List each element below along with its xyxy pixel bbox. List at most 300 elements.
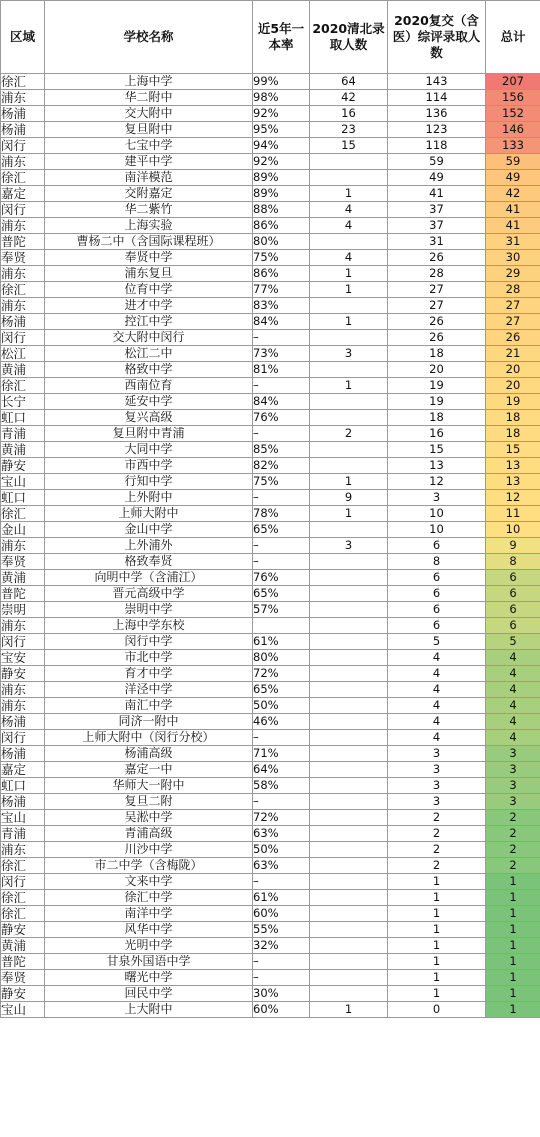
cell-qingbei [310,922,388,938]
cell-rate: 63% [253,826,310,842]
cell-rate: 85% [253,442,310,458]
cell-district: 宝山 [1,810,45,826]
cell-rate: – [253,874,310,890]
cell-total: 18 [486,426,540,442]
cell-district: 浦东 [1,538,45,554]
cell-district: 浦东 [1,842,45,858]
cell-total: 19 [486,394,540,410]
cell-total: 6 [486,586,540,602]
table-body [1,74,540,1018]
table-row [1,1002,540,1018]
table-row [1,522,540,538]
cell-rate: 73% [253,346,310,362]
cell-rate: 82% [253,458,310,474]
cell-fudan: 4 [388,730,486,746]
cell-school: 南洋中学 [45,906,253,922]
cell-rate: 81% [253,362,310,378]
cell-fudan: 19 [388,394,486,410]
cell-school: 华二紫竹 [45,202,253,218]
cell-rate: 72% [253,666,310,682]
cell-rate: 61% [253,890,310,906]
cell-school: 金山中学 [45,522,253,538]
cell-district: 浦东 [1,298,45,314]
cell-total: 1 [486,954,540,970]
cell-qingbei [310,666,388,682]
cell-rate: – [253,954,310,970]
cell-qingbei: 3 [310,346,388,362]
cell-total: 1 [486,986,540,1002]
cell-qingbei [310,234,388,250]
cell-total: 2 [486,858,540,874]
cell-rate: 92% [253,106,310,122]
cell-fudan: 1 [388,970,486,986]
cell-school: 浦东复旦 [45,266,253,282]
cell-rate: 32% [253,938,310,954]
cell-district: 金山 [1,522,45,538]
cell-rate: 77% [253,282,310,298]
cell-school: 闵行中学 [45,634,253,650]
cell-school: 市二中学（含梅陇） [45,858,253,874]
cell-district: 浦东 [1,682,45,698]
table-row [1,138,540,154]
cell-district: 奉贤 [1,554,45,570]
cell-school: 进才中学 [45,298,253,314]
table-row [1,362,540,378]
cell-school: 青浦高级 [45,826,253,842]
cell-total: 4 [486,666,540,682]
cell-district: 闵行 [1,874,45,890]
cell-total: 4 [486,714,540,730]
cell-fudan: 19 [388,378,486,394]
table-row [1,602,540,618]
table-row [1,490,540,506]
cell-total: 3 [486,762,540,778]
cell-district: 徐汇 [1,506,45,522]
cell-qingbei [310,554,388,570]
cell-school: 复兴高级 [45,410,253,426]
cell-total: 9 [486,538,540,554]
cell-rate: – [253,330,310,346]
table-row [1,858,540,874]
cell-fudan: 18 [388,410,486,426]
cell-district: 奉贤 [1,970,45,986]
cell-total: 6 [486,618,540,634]
cell-district: 徐汇 [1,74,45,90]
cell-district: 浦东 [1,218,45,234]
cell-rate: – [253,490,310,506]
cell-rate: 88% [253,202,310,218]
table-row [1,890,540,906]
cell-rate: 55% [253,922,310,938]
cell-rate: 65% [253,682,310,698]
cell-district: 青浦 [1,426,45,442]
cell-school: 控江中学 [45,314,253,330]
table-row [1,938,540,954]
cell-fudan: 15 [388,442,486,458]
cell-rate [253,618,310,634]
cell-school: 行知中学 [45,474,253,490]
cell-district: 杨浦 [1,122,45,138]
cell-qingbei [310,954,388,970]
table-row [1,618,540,634]
cell-rate: 57% [253,602,310,618]
cell-qingbei: 23 [310,122,388,138]
cell-fudan: 114 [388,90,486,106]
cell-fudan: 6 [388,538,486,554]
cell-rate: 84% [253,394,310,410]
cell-rate: 71% [253,746,310,762]
cell-school: 建平中学 [45,154,253,170]
cell-district: 闵行 [1,138,45,154]
cell-qingbei [310,362,388,378]
cell-district: 浦东 [1,154,45,170]
cell-district: 静安 [1,922,45,938]
cell-district: 黄浦 [1,442,45,458]
cell-district: 徐汇 [1,378,45,394]
cell-qingbei: 1 [310,266,388,282]
cell-fudan: 10 [388,522,486,538]
cell-total: 13 [486,474,540,490]
cell-district: 青浦 [1,826,45,842]
cell-fudan: 10 [388,506,486,522]
cell-school: 同济一附中 [45,714,253,730]
cell-qingbei [310,906,388,922]
cell-district: 宝山 [1,1002,45,1018]
cell-total: 31 [486,234,540,250]
cell-qingbei: 3 [310,538,388,554]
table-row [1,634,540,650]
table-row [1,106,540,122]
cell-fudan: 0 [388,1002,486,1018]
cell-school: 市西中学 [45,458,253,474]
table-row [1,394,540,410]
cell-total: 27 [486,314,540,330]
cell-school: 延安中学 [45,394,253,410]
cell-school: 奉贤中学 [45,250,253,266]
table-row [1,922,540,938]
cell-total: 5 [486,634,540,650]
cell-district: 闵行 [1,202,45,218]
cell-rate: 86% [253,218,310,234]
table-row [1,250,540,266]
cell-fudan: 2 [388,842,486,858]
cell-qingbei: 1 [310,474,388,490]
cell-fudan: 3 [388,778,486,794]
cell-school: 向明中学（含浦江） [45,570,253,586]
cell-rate: 86% [253,266,310,282]
cell-fudan: 27 [388,282,486,298]
cell-rate: 80% [253,234,310,250]
cell-rate: 50% [253,698,310,714]
cell-fudan: 18 [388,346,486,362]
cell-rate: 84% [253,314,310,330]
cell-district: 黄浦 [1,362,45,378]
cell-rate: – [253,426,310,442]
cell-total: 146 [486,122,540,138]
cell-fudan: 12 [388,474,486,490]
cell-total: 6 [486,570,540,586]
cell-fudan: 37 [388,202,486,218]
cell-school: 交大附中闵行 [45,330,253,346]
cell-qingbei [310,698,388,714]
cell-fudan: 13 [388,458,486,474]
cell-qingbei [310,410,388,426]
cell-qingbei [310,778,388,794]
cell-qingbei [310,810,388,826]
cell-qingbei [310,794,388,810]
cell-qingbei: 2 [310,426,388,442]
cell-qingbei [310,522,388,538]
cell-total: 4 [486,730,540,746]
cell-fudan: 31 [388,234,486,250]
cell-rate: 64% [253,762,310,778]
header-rate: 近5年一本率 [253,1,310,74]
cell-rate: 61% [253,634,310,650]
cell-total: 18 [486,410,540,426]
cell-fudan: 26 [388,250,486,266]
cell-rate: 99% [253,74,310,90]
cell-district: 崇明 [1,602,45,618]
cell-district: 宝安 [1,650,45,666]
cell-fudan: 4 [388,682,486,698]
table-row [1,826,540,842]
table-row [1,746,540,762]
table-row [1,954,540,970]
cell-total: 27 [486,298,540,314]
cell-fudan: 28 [388,266,486,282]
cell-district: 徐汇 [1,282,45,298]
cell-school: 上师大附中（闵行分校） [45,730,253,746]
cell-total: 15 [486,442,540,458]
header-district: 区域 [1,1,45,74]
cell-qingbei [310,602,388,618]
cell-school: 南洋模范 [45,170,253,186]
cell-qingbei: 1 [310,314,388,330]
cell-rate: 30% [253,986,310,1002]
cell-fudan: 1 [388,938,486,954]
table-row [1,74,540,90]
cell-fudan: 4 [388,650,486,666]
cell-school: 川沙中学 [45,842,253,858]
cell-total: 8 [486,554,540,570]
cell-fudan: 26 [388,314,486,330]
cell-district: 静安 [1,458,45,474]
cell-total: 41 [486,202,540,218]
table-row [1,794,540,810]
cell-qingbei: 1 [310,282,388,298]
cell-qingbei [310,714,388,730]
cell-district: 黄浦 [1,570,45,586]
cell-fudan: 123 [388,122,486,138]
cell-total: 42 [486,186,540,202]
cell-rate: 76% [253,570,310,586]
cell-qingbei [310,890,388,906]
cell-rate: 80% [253,650,310,666]
cell-district: 普陀 [1,954,45,970]
cell-school: 嘉定一中 [45,762,253,778]
cell-school: 上外浦外 [45,538,253,554]
table-row [1,442,540,458]
cell-total: 4 [486,650,540,666]
cell-school: 崇明中学 [45,602,253,618]
cell-total: 26 [486,330,540,346]
cell-school: 上海中学 [45,74,253,90]
table-row [1,906,540,922]
cell-rate: 75% [253,250,310,266]
cell-rate: 60% [253,1002,310,1018]
cell-total: 49 [486,170,540,186]
table-row [1,698,540,714]
cell-qingbei [310,298,388,314]
table-row [1,762,540,778]
cell-total: 1 [486,874,540,890]
cell-qingbei: 4 [310,250,388,266]
cell-school: 上海实验 [45,218,253,234]
cell-qingbei [310,442,388,458]
cell-school: 位育中学 [45,282,253,298]
table-row [1,426,540,442]
cell-total: 1 [486,906,540,922]
cell-qingbei: 16 [310,106,388,122]
cell-rate: 75% [253,474,310,490]
table-row [1,986,540,1002]
cell-school: 市北中学 [45,650,253,666]
cell-fudan: 2 [388,858,486,874]
table-row [1,122,540,138]
cell-qingbei [310,858,388,874]
cell-fudan: 49 [388,170,486,186]
cell-total: 2 [486,810,540,826]
cell-qingbei [310,762,388,778]
cell-district: 徐汇 [1,858,45,874]
cell-district: 静安 [1,666,45,682]
cell-qingbei: 1 [310,506,388,522]
cell-school: 光明中学 [45,938,253,954]
cell-qingbei [310,826,388,842]
cell-total: 10 [486,522,540,538]
cell-district: 虹口 [1,490,45,506]
cell-total: 29 [486,266,540,282]
cell-fudan: 20 [388,362,486,378]
cell-district: 长宁 [1,394,45,410]
cell-school: 复旦二附 [45,794,253,810]
table-row [1,474,540,490]
cell-rate: 98% [253,90,310,106]
cell-qingbei [310,938,388,954]
cell-fudan: 3 [388,746,486,762]
cell-fudan: 5 [388,634,486,650]
cell-qingbei [310,970,388,986]
cell-fudan: 6 [388,586,486,602]
header-fudan: 2020复交（含医）综评录取人数 [388,1,486,74]
table-row [1,186,540,202]
cell-school: 复旦附中 [45,122,253,138]
cell-rate: – [253,538,310,554]
cell-total: 3 [486,778,540,794]
table-row [1,682,540,698]
cell-fudan: 16 [388,426,486,442]
cell-school: 回民中学 [45,986,253,1002]
cell-fudan: 1 [388,986,486,1002]
cell-fudan: 4 [388,698,486,714]
cell-fudan: 3 [388,762,486,778]
cell-rate: 50% [253,842,310,858]
cell-fudan: 4 [388,666,486,682]
cell-fudan: 143 [388,74,486,90]
cell-district: 闵行 [1,330,45,346]
cell-qingbei [310,458,388,474]
cell-school: 晋元高级中学 [45,586,253,602]
cell-school: 洋泾中学 [45,682,253,698]
cell-school: 华二附中 [45,90,253,106]
cell-total: 1 [486,1002,540,1018]
table-row [1,298,540,314]
cell-rate: 46% [253,714,310,730]
cell-school: 复旦附中青浦 [45,426,253,442]
cell-district: 黄浦 [1,938,45,954]
cell-total: 41 [486,218,540,234]
cell-rate: 76% [253,410,310,426]
table-row [1,874,540,890]
cell-fudan: 2 [388,826,486,842]
cell-school: 杨浦高级 [45,746,253,762]
table-row [1,170,540,186]
cell-qingbei: 1 [310,1002,388,1018]
cell-fudan: 6 [388,570,486,586]
table-row [1,154,540,170]
table-row [1,778,540,794]
cell-district: 普陀 [1,586,45,602]
cell-total: 1 [486,890,540,906]
cell-total: 1 [486,922,540,938]
cell-fudan: 8 [388,554,486,570]
cell-fudan: 1 [388,906,486,922]
cell-fudan: 59 [388,154,486,170]
cell-qingbei: 64 [310,74,388,90]
cell-school: 吴淞中学 [45,810,253,826]
table-row [1,90,540,106]
cell-qingbei [310,842,388,858]
cell-total: 2 [486,842,540,858]
table-row [1,202,540,218]
header-school: 学校名称 [45,1,253,74]
cell-district: 虹口 [1,410,45,426]
cell-rate: 94% [253,138,310,154]
cell-school: 上外附中 [45,490,253,506]
cell-fudan: 41 [388,186,486,202]
cell-school: 上海中学东校 [45,618,253,634]
table-row [1,234,540,250]
table-row [1,506,540,522]
cell-rate: 63% [253,858,310,874]
cell-school: 七宝中学 [45,138,253,154]
cell-rate: 58% [253,778,310,794]
cell-district: 闵行 [1,730,45,746]
cell-qingbei [310,650,388,666]
cell-total: 1 [486,938,540,954]
cell-total: 156 [486,90,540,106]
cell-district: 浦东 [1,698,45,714]
table-row [1,650,540,666]
cell-district: 徐汇 [1,890,45,906]
cell-qingbei [310,586,388,602]
table-row [1,970,540,986]
cell-fudan: 3 [388,490,486,506]
cell-rate: 72% [253,810,310,826]
table-row [1,810,540,826]
cell-rate: 65% [253,586,310,602]
cell-district: 杨浦 [1,314,45,330]
